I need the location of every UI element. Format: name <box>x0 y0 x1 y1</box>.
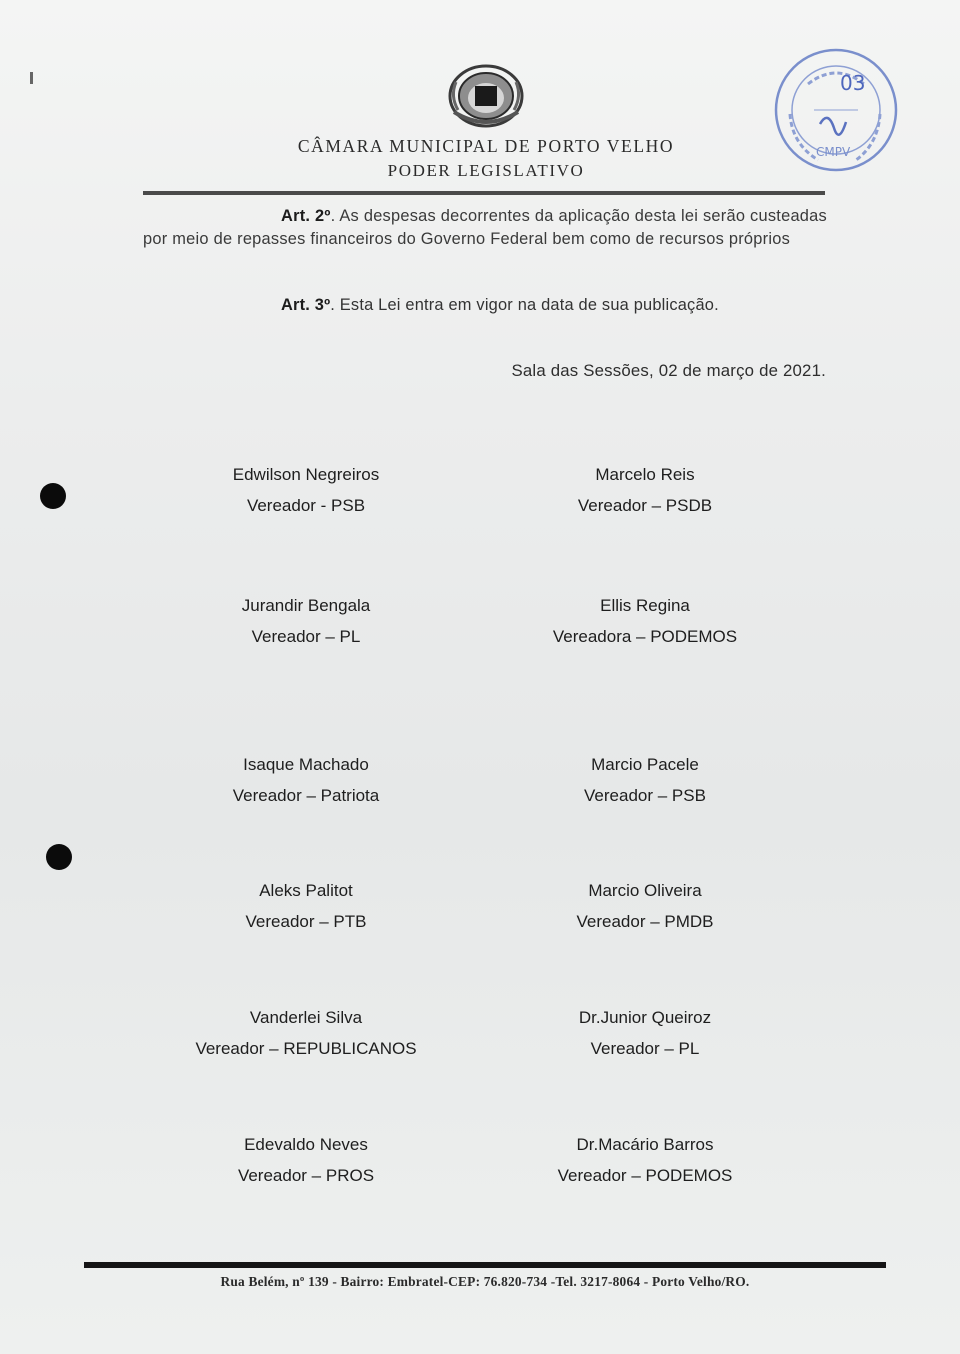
signatory-block <box>146 459 466 521</box>
signatory-block <box>485 1129 805 1191</box>
punch-hole <box>40 483 66 509</box>
signatory-name: Isaque Machado <box>243 755 369 774</box>
session-date: Sala das Sessões, 02 de março de 2021. <box>511 361 826 380</box>
article-3-label: Art. 3º <box>281 296 331 314</box>
signatory-block <box>485 459 805 521</box>
signatory-name: Edevaldo Neves <box>244 1135 368 1154</box>
article-2-paragraph <box>143 205 827 251</box>
signatory-block <box>146 590 466 652</box>
signatory-name: Marcelo Reis <box>595 465 695 484</box>
article-3-text: . Esta Lei entra em vigor na data de sua publicação. <box>330 296 719 314</box>
svg-text:CMPV: CMPV <box>816 145 851 159</box>
signatory-block <box>485 1002 805 1064</box>
article-2-label: Art. 2º <box>281 207 331 225</box>
institution-subtitle: PODER LEGISLATIVO <box>387 161 585 180</box>
signatory-name: Aleks Palitot <box>259 881 353 900</box>
signatory-role: Vereador - PSB <box>246 496 366 515</box>
signatory-name: Dr.Macário Barros <box>576 1135 714 1154</box>
signatory-block <box>146 1002 466 1064</box>
signatory-name: Edwilson Negreiros <box>232 465 380 484</box>
signatory-block <box>485 875 805 937</box>
signatory-role: Vereador – PL <box>251 627 361 646</box>
scan-mark <box>30 72 33 84</box>
signatory-role: Vereador – PMDB <box>576 912 714 931</box>
signatory-name: Marcio Pacele <box>591 755 699 774</box>
signatory-block <box>146 1129 466 1191</box>
signatory-name: Ellis Regina <box>600 596 690 615</box>
signatory-role: Vereador – Patriota <box>232 786 380 805</box>
signatory-role: Vereador – PSB <box>584 786 706 805</box>
signatory-role: Vereador – PSDB <box>577 496 713 515</box>
header-divider <box>143 191 825 195</box>
institution-name: CÂMARA MUNICIPAL DE PORTO VELHO <box>297 136 675 156</box>
footer-divider <box>84 1262 886 1268</box>
svg-text:03: 03 <box>840 71 866 95</box>
article-2-text: . As despesas decorrentes da aplicação desta lei serão custeadas por meio de repasses financeiros do Governo Federal bem como de recursos próprios <box>143 207 827 248</box>
signatory-role: Vereadora – PODEMOS <box>552 627 738 646</box>
signatory-block <box>146 875 466 937</box>
signatory-role: Vereador – PROS <box>237 1166 375 1185</box>
signatory-role: Vereador – PODEMOS <box>557 1166 733 1185</box>
emblem-icon <box>444 62 528 128</box>
signatory-name: Jurandir Bengala <box>241 596 371 615</box>
signatory-block <box>146 749 466 811</box>
signatory-block <box>485 590 805 652</box>
punch-hole <box>46 844 72 870</box>
signatory-name: Marcio Oliveira <box>588 881 702 900</box>
article-3-paragraph <box>281 296 719 315</box>
signatory-block <box>485 749 805 811</box>
signatory-name: Vanderlei Silva <box>249 1008 363 1027</box>
signatory-name: Dr.Junior Queiroz <box>578 1008 712 1027</box>
signatory-role: Vereador – PL <box>590 1039 700 1058</box>
signatory-role: Vereador – PTB <box>245 912 367 931</box>
signatory-role: Vereador – REPUBLICANOS <box>195 1039 417 1058</box>
footer-address: Rua Belém, nº 139 - Bairro: Embratel-CEP: 76.820-734 -Tel. 3217-8064 - Porto Velho/RO. <box>220 1274 750 1289</box>
